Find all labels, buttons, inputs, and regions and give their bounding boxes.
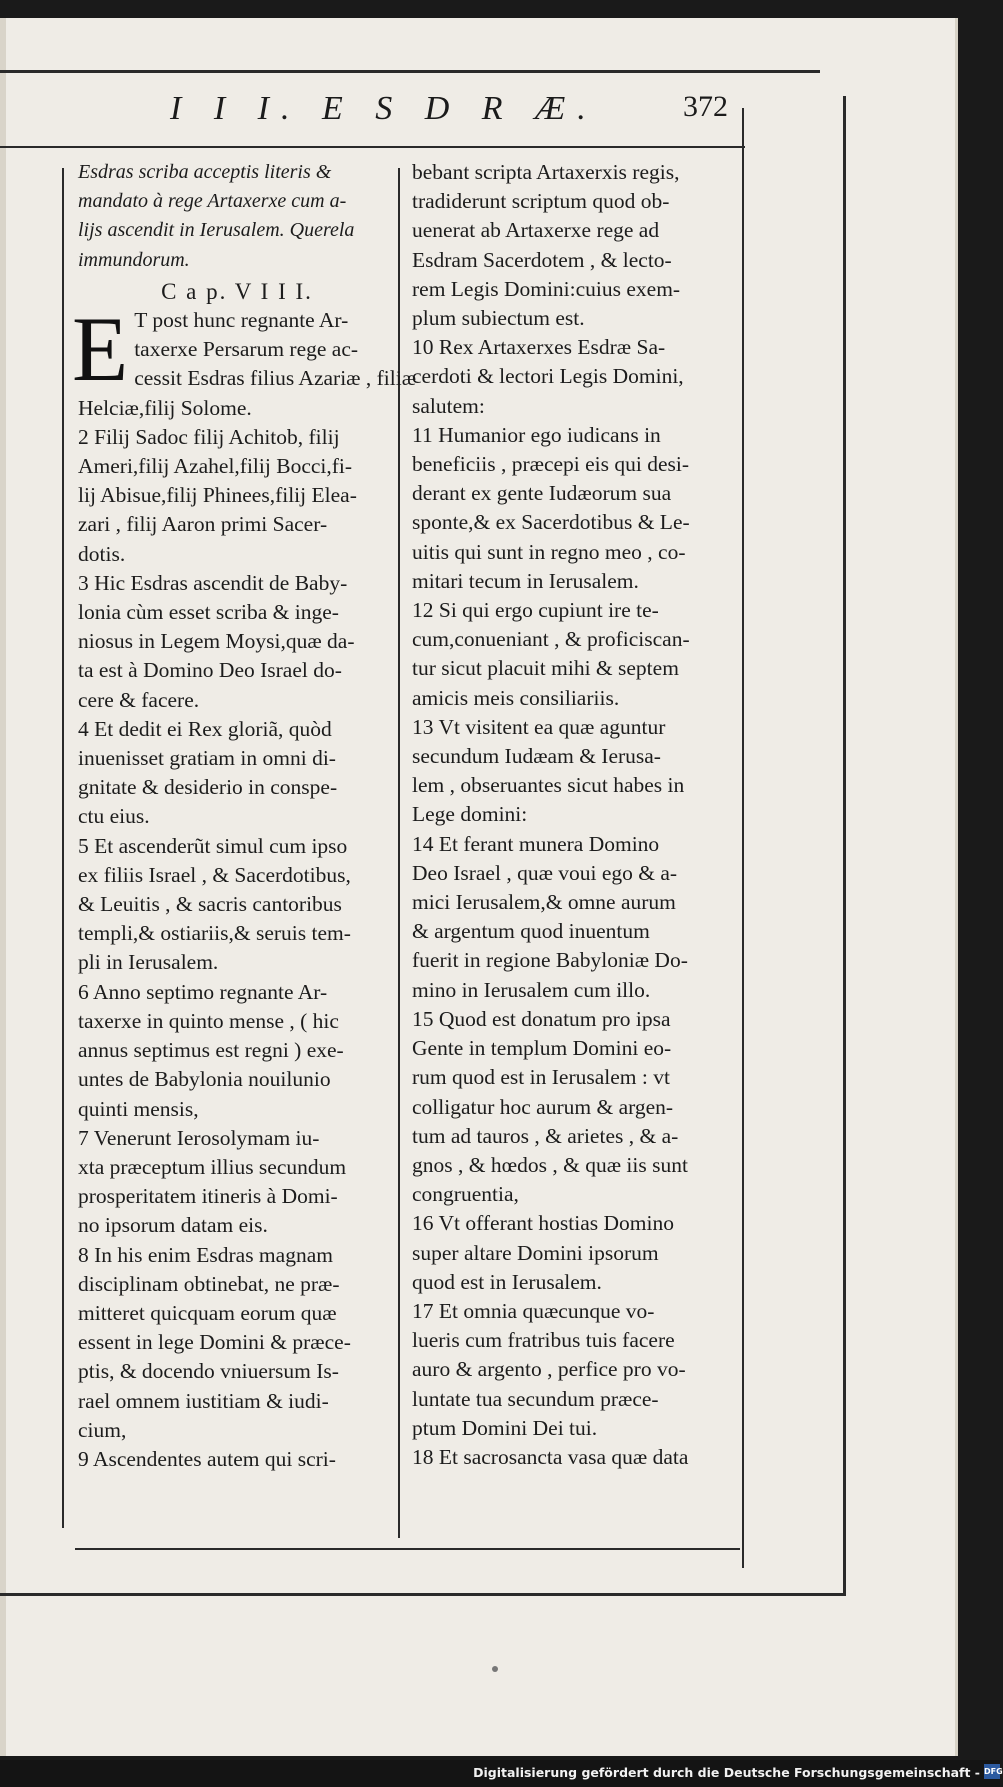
text-line: untes de Babylonia nouilunio <box>78 1067 331 1092</box>
page-number: 372 <box>683 90 728 123</box>
text-line: lonia cùm esset scriba & inge- <box>78 600 339 625</box>
text-line: zari , filij Aaron primi Sacer- <box>78 512 328 537</box>
text-line: beneficiis , præcepi eis qui desi- <box>412 452 690 477</box>
summary-line: Esdras scriba acceptis literis & <box>78 161 332 183</box>
text-line: Gente in templum Domini eo- <box>412 1036 672 1061</box>
text-line: 12 Si qui ergo cupiunt ire te- <box>412 598 659 623</box>
text-line: & argentum quod inuentum <box>412 919 650 944</box>
right-column <box>412 158 742 1472</box>
text-line: inuenisset gratiam in omni di- <box>78 746 336 771</box>
text-line: lem , obseruantes sicut habes in <box>412 773 685 798</box>
text-line: sponte,& ex Sacerdotibus & Le- <box>412 510 690 535</box>
text-line: ptum Domini Dei tui. <box>412 1415 598 1440</box>
bottom-rule-outer <box>0 1593 845 1596</box>
text-line: Ameri,filij Azahel,filij Bocci,fi- <box>78 454 353 479</box>
text-line: congruentia, <box>412 1182 519 1207</box>
text-line: 13 Vt visitent ea quæ aguntur <box>412 714 666 739</box>
text-line: luntate tua secundum præce- <box>412 1386 659 1411</box>
summary-line: lijs ascendit in Ierusalem. Querela <box>78 219 355 242</box>
text-line: fuerit in regione Babyloniæ Do- <box>412 948 688 973</box>
text-line: prosperitatem itineris à Domi- <box>78 1184 338 1209</box>
book-page <box>0 18 958 1756</box>
text-line: mino in Ierusalem cum illo. <box>412 977 651 1002</box>
opening-paragraph <box>72 298 417 401</box>
header-rule <box>0 146 745 148</box>
text-line: auro & argento , perfice pro vo- <box>412 1357 686 1382</box>
text-line: mitari tecum in Ierusalem. <box>412 568 639 593</box>
text-line: rael omnem iustitiam & iudi- <box>78 1388 329 1413</box>
text-line: no ipsorum datam eis. <box>78 1213 268 1238</box>
text-line: 9 Ascendentes autem qui scri- <box>78 1446 336 1471</box>
text-line: templi,& ostiariis,& seruis tem- <box>78 921 351 946</box>
dfg-logo: DFG <box>984 1764 1000 1779</box>
text-line: tur sicut placuit mihi & septem <box>412 656 679 681</box>
text-line: lij Abisue,filij Phinees,filij Elea- <box>78 483 357 508</box>
top-rule <box>0 70 820 73</box>
text-line: ptis, & docendo vniuersum Is- <box>78 1359 339 1384</box>
running-head: I I I. E S D R Æ. <box>170 90 598 127</box>
text-line: uenerat ab Artaxerxe rege ad <box>412 218 660 243</box>
text-line: bebant scripta Artaxerxis regis, <box>412 160 680 184</box>
text-line: tum ad tauros , & arietes , & a- <box>412 1123 679 1148</box>
text-line: niosus in Legem Moysi,quæ da- <box>78 629 355 654</box>
right-column-body <box>412 158 742 1472</box>
text-line: annus septimus est regni ) exe- <box>78 1038 344 1063</box>
text-line: colligatur hoc aurum & argen- <box>412 1094 674 1119</box>
text-line: ex filiis Israel , & Sacerdotibus, <box>78 862 351 887</box>
text-line: cere & facere. <box>78 687 200 712</box>
text-line: 2 Filij Sadoc filij Achitob, filij <box>78 424 340 449</box>
text-line: 15 Quod est donatum pro ipsa <box>412 1006 671 1031</box>
left-column-rule <box>62 168 64 1528</box>
text-line: taxerxe in quinto mense , ( hic <box>78 1008 339 1033</box>
right-column-rule <box>742 108 744 1568</box>
left-column <box>72 158 417 1474</box>
text-line: 8 In his enim Esdras magnam <box>78 1242 333 1267</box>
text-line: 7 Venerunt Ierosolymam iu- <box>78 1125 320 1150</box>
text-line: dotis. <box>78 541 126 566</box>
text-line: cum,conueniant , & proficiscan- <box>412 627 690 652</box>
text-line: 14 Et ferant munera Domino <box>412 831 660 856</box>
text-line: Helciæ,filij Solome. <box>78 395 252 420</box>
drop-cap: E <box>72 298 129 401</box>
text-line: 18 Et sacrosancta vasa quæ data <box>412 1444 689 1469</box>
chapter-summary <box>78 158 396 275</box>
funding-credit: Digitalisierung gefördert durch die Deutsche Forschungsgemeinschaft - <box>473 1765 980 1780</box>
text-line: mici Ierusalem,& omne aurum <box>412 890 676 915</box>
text-line: salutem: <box>412 393 485 418</box>
text-line: 11 Humanior ego iudicans in <box>412 422 661 447</box>
text-line: & Leuitis , & sacris cantoribus <box>78 892 342 917</box>
text-line: rum quod est in Ierusalem : vt <box>412 1065 670 1090</box>
bottom-rule-inner <box>75 1548 740 1550</box>
text-line: taxerxe Persarum rege ac- <box>134 337 359 362</box>
text-line: cessit Esdras filius Azariæ , filiæ <box>134 366 417 391</box>
text-line: quinti mensis, <box>78 1096 199 1121</box>
text-line: 10 Rex Artaxerxes Esdræ Sa- <box>412 335 666 360</box>
summary-line: immundorum. <box>78 248 190 271</box>
text-line: xta præceptum illius secundum <box>78 1154 347 1179</box>
text-line: gnitate & desiderio in conspe- <box>78 775 338 800</box>
text-line: secundum Iudæam & Ierusa- <box>412 744 661 769</box>
page-mark <box>492 1666 498 1672</box>
text-line: Lege domini: <box>412 802 528 827</box>
text-line: plum subiectum est. <box>412 306 585 331</box>
text-line: uitis qui sunt in regno meo , co- <box>412 539 686 564</box>
text-line: mitteret quicquam eorum quæ <box>78 1300 337 1325</box>
text-line: essent in lege Domini & præce- <box>78 1330 351 1355</box>
text-line: pli in Ierusalem. <box>78 950 219 975</box>
text-line: gnos , & hœdos , & quæ iis sunt <box>412 1152 688 1177</box>
text-line: super altare Domini ipsorum <box>412 1240 659 1265</box>
text-line: amicis meis consiliariis. <box>412 685 620 710</box>
left-column-body <box>78 394 396 1475</box>
text-line: rem Legis Domini:cuius exem- <box>412 276 681 301</box>
summary-line: mandato à rege Artaxerxe cum a- <box>78 190 347 213</box>
text-line: 3 Hic Esdras ascendit de Baby- <box>78 570 348 595</box>
text-line: 17 Et omnia quæcunque vo- <box>412 1298 655 1323</box>
text-line: 6 Anno septimo regnante Ar- <box>78 979 328 1004</box>
text-line: cerdoti & lectori Legis Domini, <box>412 364 684 389</box>
text-line: derant ex gente Iudæorum sua <box>412 481 672 506</box>
text-line: disciplinam obtinebat, ne præ- <box>78 1271 340 1296</box>
text-line: 4 Et dedit ei Rex gloriã, quòd <box>78 716 332 741</box>
text-line: ta est à Domino Deo Israel do- <box>78 658 342 683</box>
text-line: cium, <box>78 1417 127 1442</box>
text-line: 16 Vt offerant hostias Domino <box>412 1211 674 1236</box>
text-line: 5 Et ascenderũt simul cum ipso <box>78 833 348 858</box>
text-line: tradiderunt scriptum quod ob- <box>412 189 670 214</box>
text-line: quod est in Ierusalem. <box>412 1269 602 1294</box>
text-line: lueris cum fratribus tuis facere <box>412 1328 675 1353</box>
outer-vertical-rule <box>843 96 846 1596</box>
text-line: Esdram Sacerdotem , & lecto- <box>412 247 672 272</box>
text-line: T post hunc regnante Ar- <box>134 308 349 333</box>
text-line: Deo Israel , quæ voui ego & a- <box>412 860 678 885</box>
text-line: ctu eius. <box>78 804 150 829</box>
chapter-heading: C a p. V I I I. <box>161 278 313 304</box>
